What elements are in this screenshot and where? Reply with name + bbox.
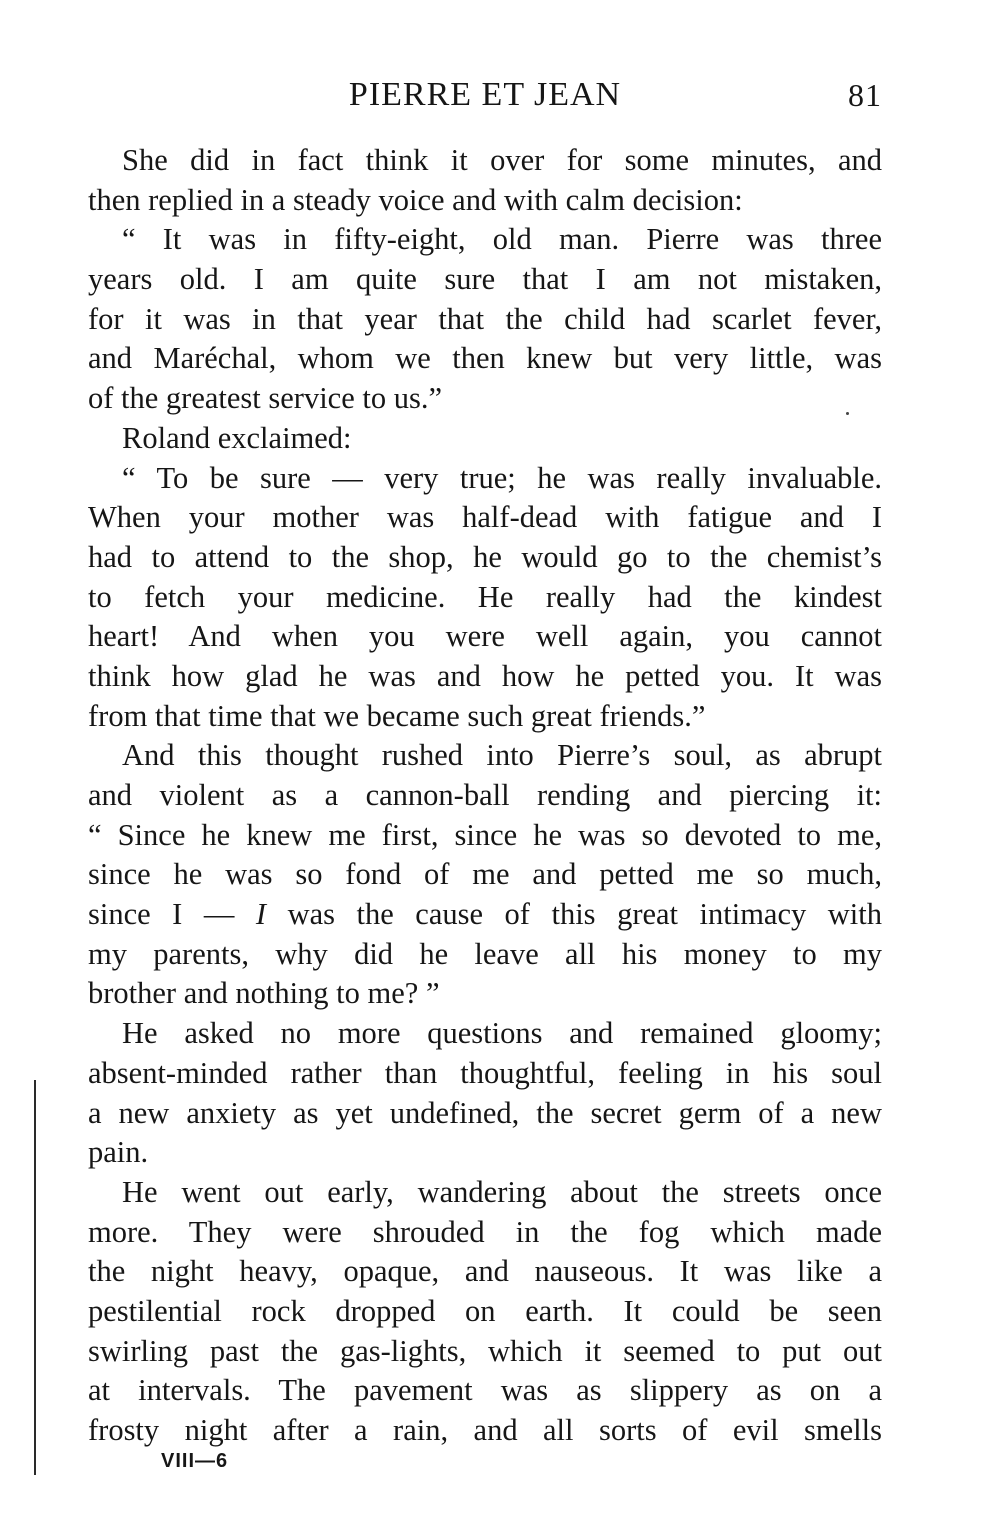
text-line: had to attend to the shop, he would go to the chemist’s <box>88 539 882 574</box>
text-line: swirling past the gas-lights, which it seemed to put out <box>88 1333 882 1368</box>
text-line: heart! And when you were well again, you cannot <box>88 619 882 654</box>
text-line: and Maréchal, whom we then knew but very little, was <box>88 341 882 376</box>
margin-scan-line <box>34 1080 36 1475</box>
text-line: of the greatest service to us.” <box>88 381 442 416</box>
text-line: “ To be sure — very true; he was really invaluable. <box>122 460 882 495</box>
text-line: and violent as a cannon-ball rending and piercing it: <box>88 778 882 812</box>
text-line: And this thought rushed into Pierre’s soul, as abrupt <box>122 738 882 773</box>
text-line: a new anxiety as yet undefined, the secret germ of a new <box>88 1095 882 1130</box>
text-line: think how glad he was and how he petted you. It was <box>88 658 882 693</box>
text-line: more. They were shrouded in the fog which made <box>88 1214 882 1249</box>
running-title: PIERRE ET JEAN <box>348 76 622 113</box>
text-line: years old. I am quite sure that I am not mistaken, <box>88 262 882 297</box>
text-line: When your mother was half-dead with fatigue and I <box>88 500 882 535</box>
text-line: pestilential rock dropped on earth. It could be seen <box>88 1293 882 1328</box>
text-line: absent-minded rather than thoughtful, feeling in his soul <box>88 1055 882 1090</box>
emphasis: I <box>255 897 267 932</box>
text-line: Roland exclaimed: <box>122 420 352 455</box>
text-line: for it was in that year that the child had scarlet fever, <box>88 301 882 336</box>
text-line: brother and nothing to me? ” <box>88 976 440 1011</box>
text-line: since I — I was the cause of this great intimacy with <box>88 897 882 932</box>
text-line: She did in fact think it over for some minutes, and <box>122 143 882 177</box>
text-line: my parents, why did he leave all his money to my <box>88 936 882 971</box>
text-line: frosty night after a rain, and all sorts of evil smells <box>88 1413 882 1447</box>
running-head <box>88 72 882 118</box>
text-line: the night heavy, opaque, and nauseous. It was like a <box>88 1254 882 1289</box>
text-line: He asked no more questions and remained gloomy; <box>122 1016 882 1051</box>
text-line: from that time that we became such great friends.” <box>88 698 706 733</box>
text-line: then replied in a steady voice and with calm decision: <box>88 182 743 217</box>
text-line: since he was so fond of me and petted me so much, <box>88 857 882 892</box>
body-text <box>88 141 882 1451</box>
text-line: pain. <box>88 1135 149 1170</box>
text-line: at intervals. The pavement was as slippery as on a <box>88 1373 882 1408</box>
text-line: “ It was in fifty-eight, old man. Pierre was three <box>122 222 882 257</box>
text-line: He went out early, wandering about the streets once <box>122 1174 882 1209</box>
page-number: 81 <box>848 77 882 113</box>
text-line: to fetch your medicine. He really had the kindest <box>88 579 882 614</box>
ink-speck <box>846 412 849 415</box>
text-line: “ Since he knew me first, since he was so devoted to me, <box>88 817 882 852</box>
signature-mark: VIII—6 <box>161 1450 229 1472</box>
